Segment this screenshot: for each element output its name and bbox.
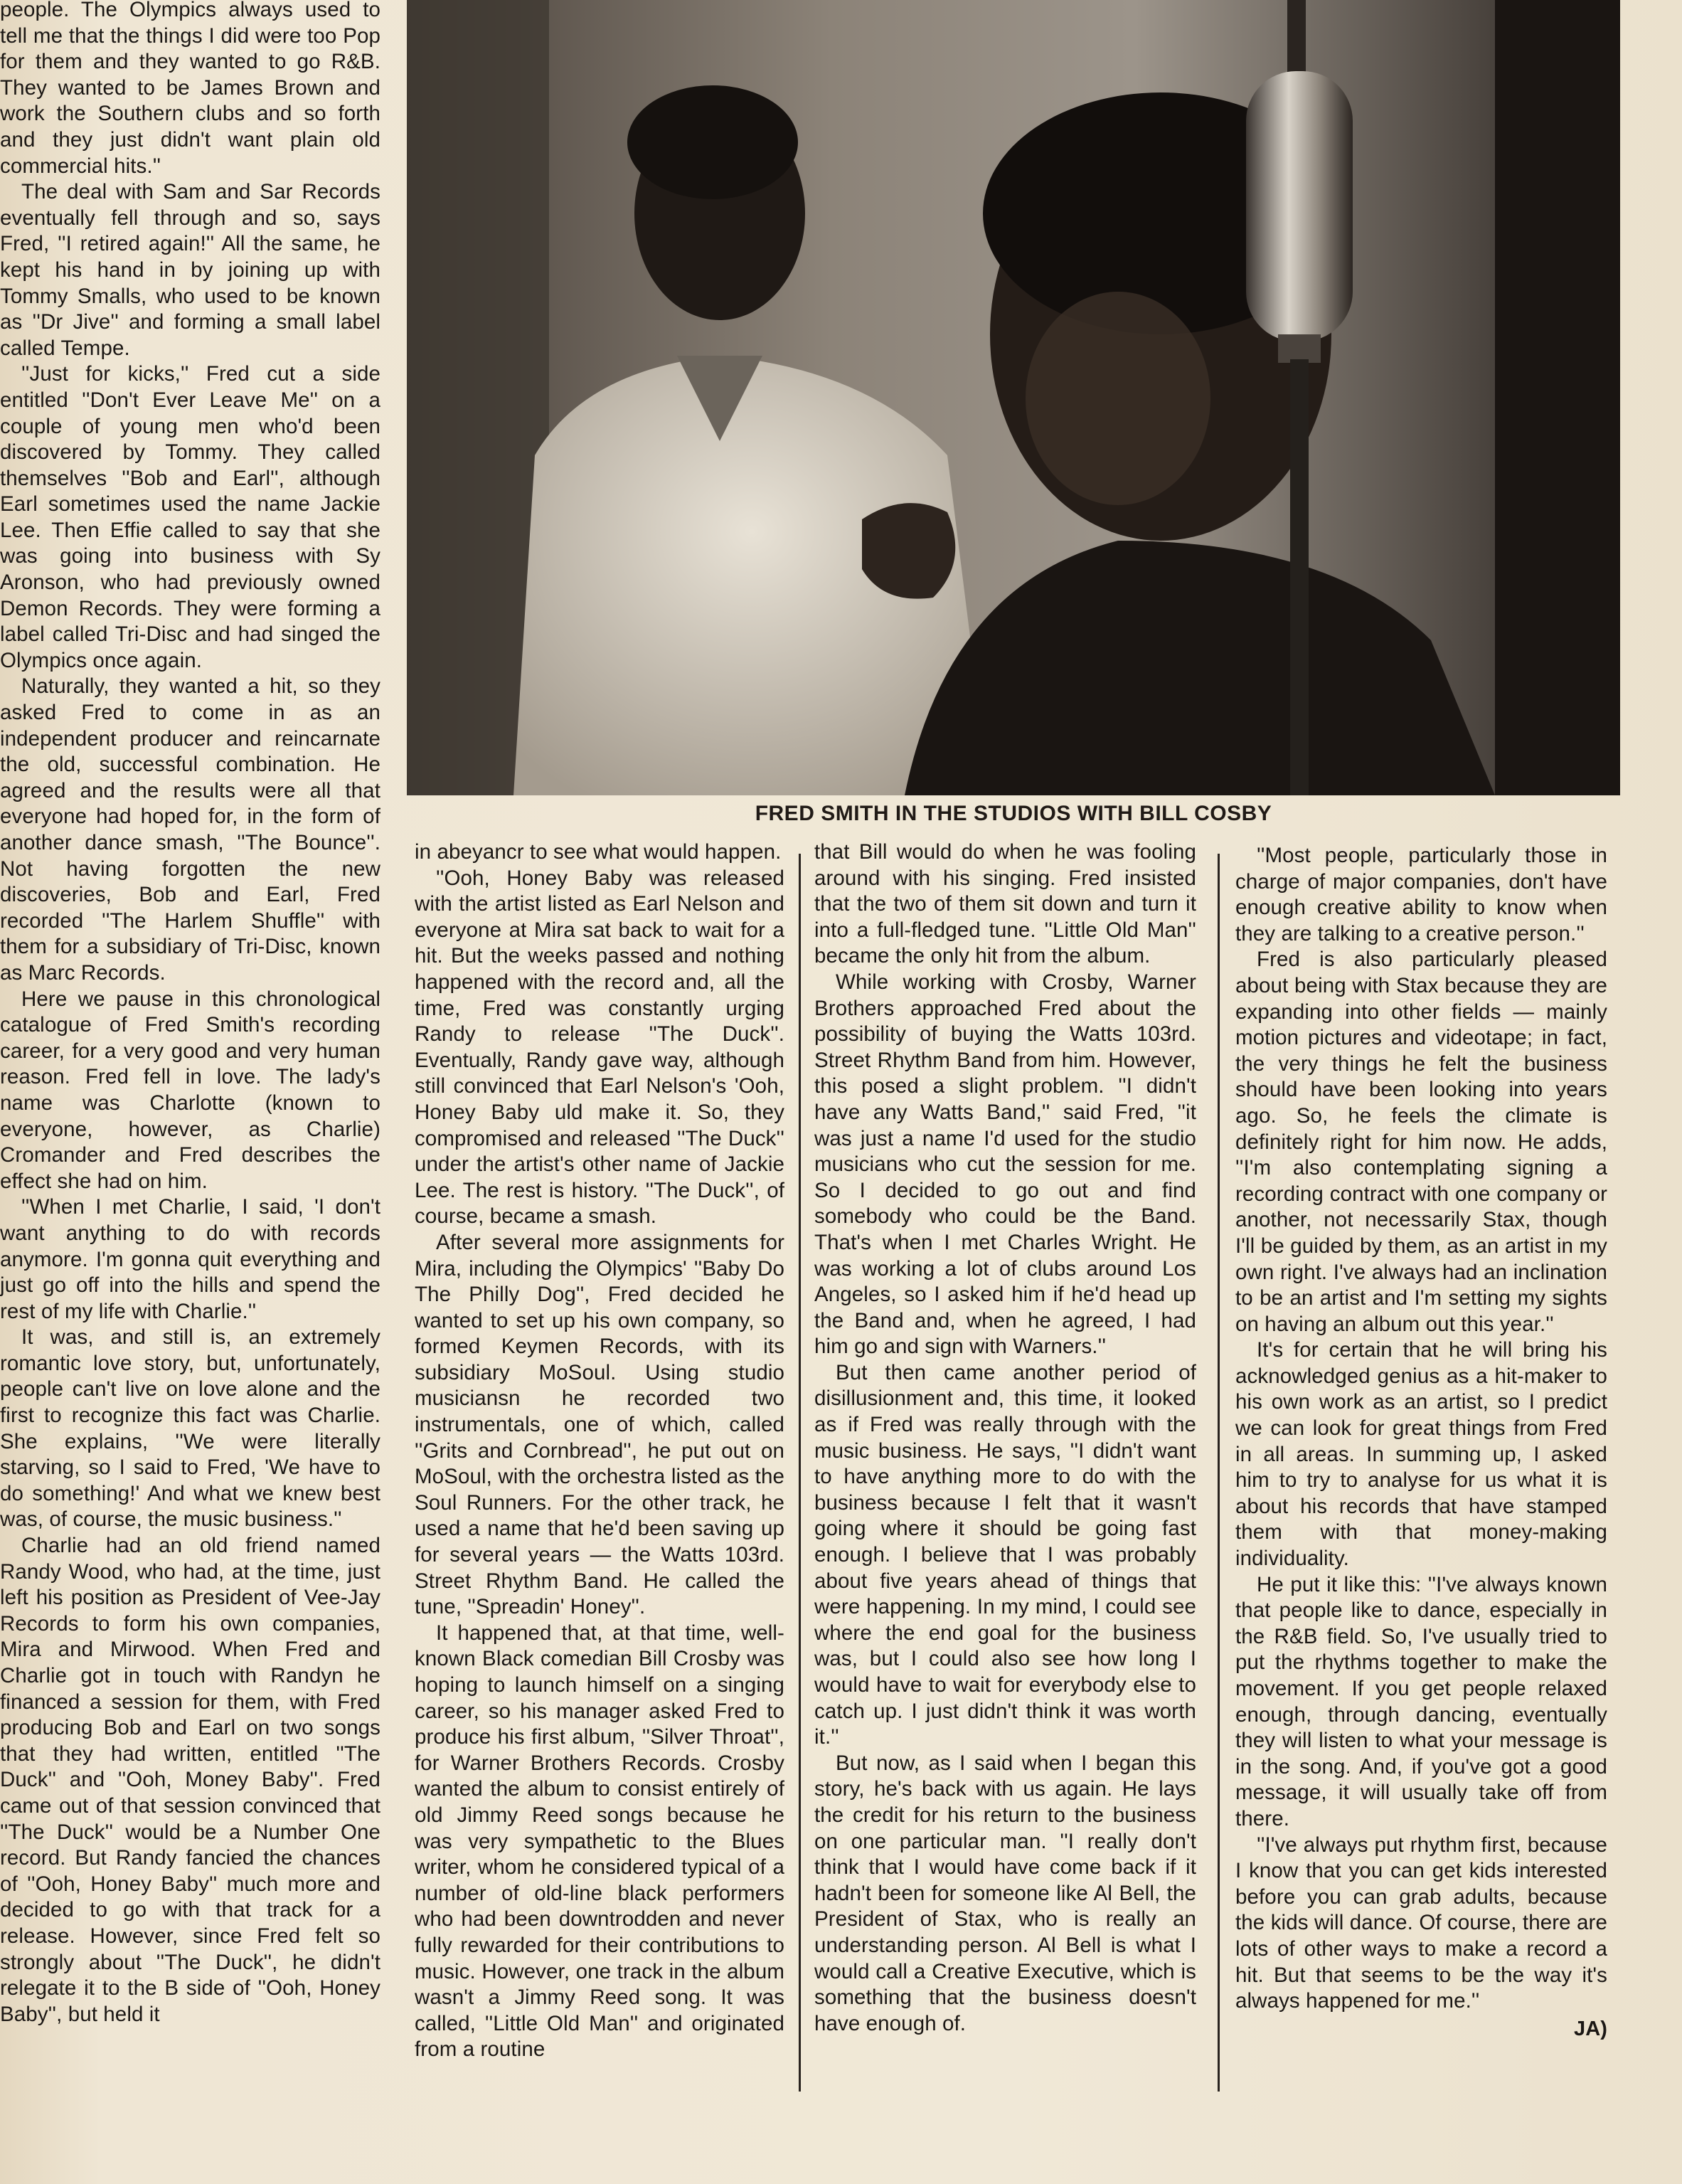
- article-paragraph: But now, as I said when I began this story, he's back with us again. He lays the credit for his return to the business on one particular man. ''I really don't think that I would have come back if it hadn't been for someone like Al Bell, the President of Stax, who is really an understanding person. Al Bell is what I would call a Creative Executive, which is something that the business doesn't have enough of.: [814, 1751, 1196, 2035]
- article-paragraph: After several more assignments for Mira, including the Olympics' ''Baby Do The Philly Dog'', Fred decided he wanted to set up his own company, so formed Keymen Records, with its subsidiary MoSoul. Using studio musiciansn he recorded two instrumentals, one of which, called ''Grits and Cornbread'', he put out on MoSoul, with the orchestra listed as the Soul Runners. For the other track, he used a name that he'd been saving up for several years — the Watts 103rd. Street Rhythm Band. He called the tune, ''Spreadin' Honey''.: [415, 1230, 784, 1619]
- article-paragraph: ''Most people, particularly those in charge of major companies, don't have enough creative ability to know when they are talking to a creative person.'': [1235, 844, 1607, 945]
- article-column-4: [1235, 843, 1607, 2124]
- article-paragraph: ''When I met Charlie, I said, 'I don't want anything to do with records anymore. I'm gonna quit everything and just go off into the hills and spend the rest of my life with Charlie.'': [0, 1195, 380, 1323]
- article-paragraph: Here we pause in this chronological catalogue of Fred Smith's recording career, for a very good and very human reason. Fred fell in love. The lady's name was Charlotte (known to everyone, however, as Charlie) Cromander and Fred describes the effect she had on him.: [0, 987, 380, 1193]
- studio-photo: [407, 0, 1620, 795]
- article-paragraph: It was, and still is, an extremely romantic love story, but, unfortunately, people can't live on love alone and the first to recognize this fact was Charlie. She explains, ''We were literally starving, so I said to Fred, 'We have to do something!' And what we knew best was, of course, the music business.'': [0, 1325, 380, 1532]
- photo-caption: FRED SMITH IN THE STUDIOS WITH BILL COSBY: [755, 802, 1272, 825]
- column-rule: [1218, 854, 1220, 2092]
- article-paragraph: in abeyancr to see what would happen.: [415, 840, 782, 864]
- article-column-2: [415, 839, 784, 2120]
- article-paragraph: ''Ooh, Honey Baby was released with the artist listed as Earl Nelson and everyone at Mira sat back to wait for a hit. But the weeks passed and nothing happened with the record and, all the time, Fred was constantly urging Randy to release ''The Duck''. Eventually, Randy gave way, although still convinced that Earl Nelson's 'Ooh, Honey Baby uld make it. So, they compromised and released ''The Duck'' under the artist's other name of Jackie Lee. The rest is history. ''The Duck'', of course, became a smash.: [415, 866, 784, 1229]
- article-column-3: [814, 839, 1196, 2120]
- article-paragraph: It's for certain that he will bring his acknowledged genius as a hit-maker to his own work as an artist, so I predict we can look for great things from Fred in all areas. In summing up, I asked him to try to analyse for us what it is about his records that have stamped them with that money-making individuality.: [1235, 1338, 1607, 1571]
- article-paragraph: Fred is also particularly pleased about being with Stax because they are expanding into other fields — mainly motion pictures and videotape; in fact, the very things he felt the business should have been looking into years ago. So, he feels the climate is definitely right for him now. He adds, ''I'm also contemplating signing a recording contract with one company or another, not necessarily Stax, though I'll be guided by them, as an artist in my own right. I've always had an inclination to be an artist and I'm setting my sights on having an album out this year.'': [1235, 948, 1607, 1336]
- article-paragraph: ''Just for kicks,'' Fred cut a side entitled ''Don't Ever Leave Me'' on a couple of young men who'd been discovered by Tommy. They called themselves ''Bob and Earl'', although Earl sometimes used the name Jackie Lee. Then Effie called to say that she was going into business with Sy Aronson, who had previously owned Demon Records. They were forming a label called Tri-Disc and had singed the Olympics once again.: [0, 362, 380, 672]
- author-signoff: JA): [1573, 2017, 1607, 2040]
- article-paragraph: Naturally, they wanted a hit, so they asked Fred to come in as an independent producer and reincarnate the old, successful combination. He agreed and the results were all that everyone had hoped for, in the form of another dance smash, ''The Bounce''. Not having forgotten the new discoveries, Bob and Earl, Fred recorded ''The Harlem Shuffle'' with them for a subsidiary of Tri-Disc, known as Marc Records.: [0, 674, 380, 985]
- column-rule: [799, 854, 801, 2092]
- article-paragraph: While working with Crosby, Warner Brothers approached Fred about the possibility of buying the Watts 103rd. Street Rhythm Band from him. However, this posed a slight problem. ''I didn't have any Watts Band,'' said Fred, ''it was just a name I'd used for the studio musicians who cut the session for me. So I decided to go out and find somebody who could be the Band. That's when I met Charles Wright. He was working a lot of clubs around Los Angeles, so I asked him if he'd head up the Band and, when he agreed, I had him go and sign with Warners.'': [814, 970, 1196, 1359]
- studio-photo-icon: [407, 0, 1620, 795]
- article-paragraph: ''I've always put rhythm first, because I know that you can get kids interested before you can grab adults, because the kids will dance. Of course, there are lots of other ways to make a record a hit. But that seems to be the way it's always happened for me.'': [1235, 1833, 1607, 2013]
- article-paragraph: that Bill would do when he was fooling around with his singing. Fred insisted that the two of them sit down and turn it into a full-fledged tune. ''Little Old Man'' became the only hit from the album.: [814, 840, 1196, 968]
- article-column-1: [0, 0, 380, 2167]
- article-paragraph: But then came another period of disillusionment and, this time, it looked as if Fred was really through with the music business. He says, ''I didn't want to have anything more to do with the business because I felt that it wasn't going where it should be going fast enough. I believe that I was probably about five years ahead of things that were happening. In my mind, I could see where the end goal for the business was, but I could also see how long I would have to wait for everybody else to catch up. I just didn't think it was worth it.'': [814, 1360, 1196, 1749]
- article-paragraph: He put it like this: ''I've always known that people like to dance, especially in the R&B field. So, I've usually tried to put the rhythms together to make the movement. If you get people relaxed enough, through dancing, eventually they will listen to what your message is in the song. And, if you've got a good message, it will usually take off from there.: [1235, 1572, 1607, 1830]
- article-paragraph: Charlie had an old friend named Randy Wood, who had, at the time, just left his position as President of Vee-Jay Records to form his own companies, Mira and Mirwood. When Fred and Charlie got in touch with Randyn he financed a session for them, with Fred producing Bob and Earl on two songs that they had written, entitled ''The Duck'' and ''Ooh, Money Baby''. Fred came out of that session convinced that ''The Duck'' would be a Number One record. But Randy fancied the chances of ''Ooh, Honey Baby'' much more and decided to go with that track for a release. However, since Fred felt so strongly about ''The Duck'', he didn't relegate it to the B side of ''Ooh, Honey Baby'', but held it: [0, 1534, 380, 2026]
- article-paragraph: people. The Olympics always used to tell me that the things I did were too Pop for them and they wanted to go R&B. They wanted to be James Brown and work the Southern clubs and so forth and they just didn't want plain old commercial hits.'': [0, 0, 380, 178]
- article-paragraph: The deal with Sam and Sar Records eventually fell through and so, says Fred, ''I retired again!'' All the same, he kept his hand in by joining up with Tommy Smalls, who used to be known as ''Dr Jive'' and forming a small label called Tempe.: [0, 180, 380, 360]
- article-paragraph: It happened that, at that time, well-known Black comedian Bill Crosby was hoping to launch himself on a singing career, so his manager asked Fred to produce his first album, ''Silver Throat'', for Warner Brothers Records. Crosby wanted the album to consist entirely of old Jimmy Reed songs because he was very sympathetic to the Blues writer, whom he considered typical of a number of old-line black performers who had been downtrodden and never fully rewarded for their contributions to music. However, one track in the album wasn't a Jimmy Reed song. It was called, ''Little Old Man'' and originated from a routine: [415, 1621, 784, 2062]
